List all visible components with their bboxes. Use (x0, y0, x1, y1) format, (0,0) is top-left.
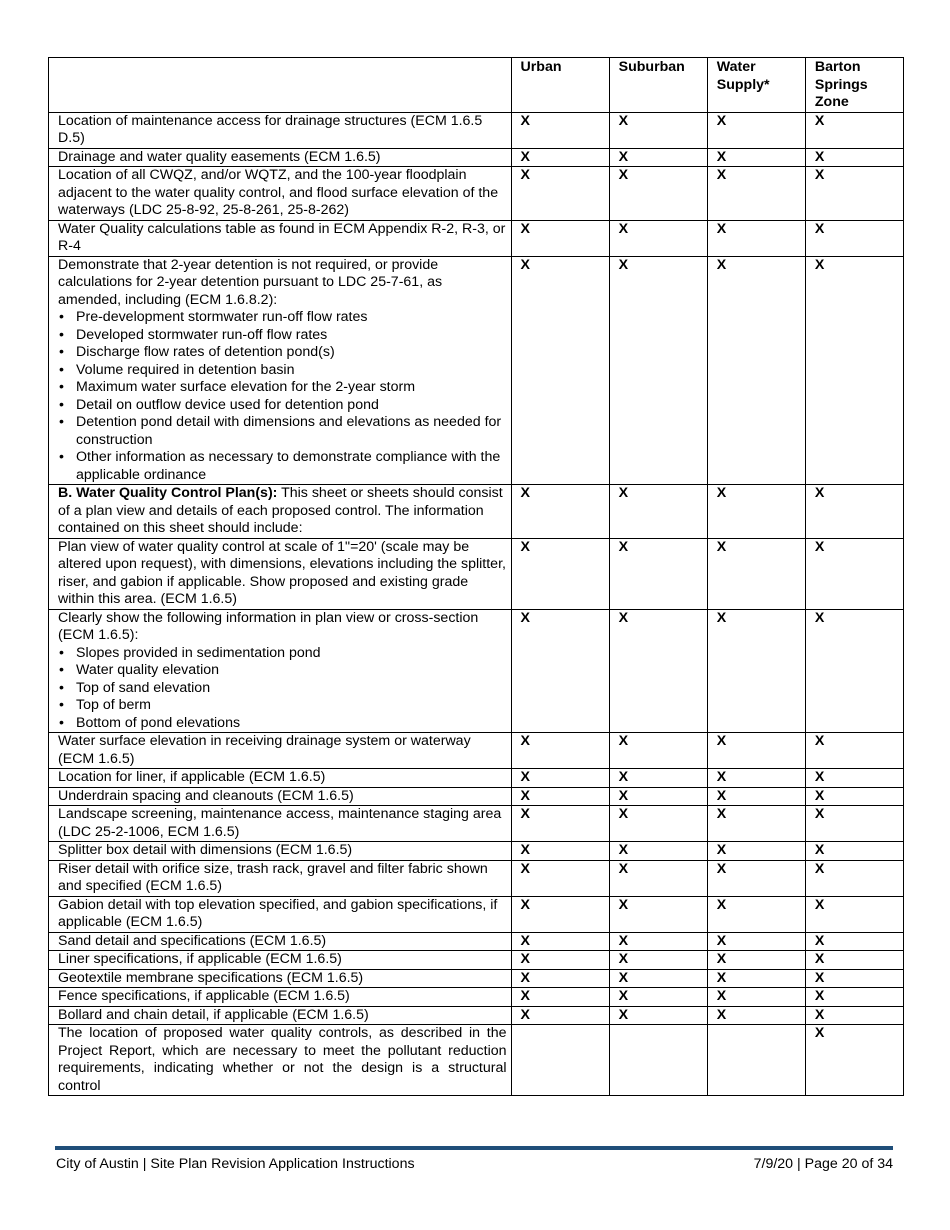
requirement-description: Water Quality calculations table as found in ECM Appendix R-2, R-3, or R-4 (58, 220, 506, 254)
mark-water-supply: X (707, 806, 805, 842)
table-row (49, 806, 904, 842)
requirement-text (58, 257, 507, 310)
requirement-text (58, 842, 507, 860)
mark-barton-springs-zone: X (805, 842, 903, 861)
table-header-row (49, 58, 904, 113)
mark-suburban: X (609, 609, 707, 733)
requirement-cell (49, 167, 512, 221)
requirement-cell (49, 969, 512, 988)
requirement-description: Sand detail and specifications (ECM 1.6.5) (58, 932, 327, 949)
mark-suburban: X (609, 932, 707, 951)
requirements-table (48, 57, 904, 1096)
mark-water-supply: X (707, 988, 805, 1007)
requirement-text (58, 485, 507, 538)
bullet-item: • Maximum water surface elevation for the 2-year storm (58, 379, 507, 397)
requirement-text (58, 539, 507, 609)
mark-urban: X (511, 733, 609, 769)
bullet-item: • Slopes provided in sedimentation pond (58, 645, 507, 663)
requirement-cell (49, 609, 512, 733)
requirement-description: Plan view of water quality control at scale of 1"=20' (scale may be altered upon request), with dimensions, elevations including the splitter, riser, and gabion if applicable. Show proposed and existing grade within this area. (ECM 1.6.5) (58, 538, 506, 607)
table-row (49, 256, 904, 485)
mark-barton-springs-zone: X (805, 256, 903, 485)
mark-suburban: X (609, 112, 707, 148)
bullet-item: • Pre-development stormwater run-off flow rates (58, 309, 507, 327)
mark-suburban: X (609, 860, 707, 896)
requirement-text (58, 806, 507, 841)
mark-suburban: X (609, 988, 707, 1007)
requirement-description: Fence specifications, if applicable (ECM 1.6.5) (58, 988, 350, 1004)
requirement-cell (49, 769, 512, 788)
mark-urban: X (511, 1006, 609, 1025)
bullet-item: • Top of sand elevation (58, 680, 507, 698)
mark-suburban: X (609, 769, 707, 788)
requirement-description: Gabion detail with top elevation specified, and gabion specifications, if applicable (ECM 1.6.5) (58, 896, 498, 930)
table-row (49, 988, 904, 1007)
requirement-text (58, 221, 507, 256)
mark-water-supply (707, 1025, 805, 1096)
table-row (49, 787, 904, 806)
mark-barton-springs-zone: X (805, 167, 903, 221)
requirement-description: Landscape screening, maintenance access, maintenance staging area (LDC 25-2-1006, ECM 1.6.5) (58, 806, 502, 840)
mark-water-supply: X (707, 485, 805, 539)
mark-barton-springs-zone: X (805, 896, 903, 932)
mark-barton-springs-zone: X (805, 538, 903, 609)
mark-suburban: X (609, 256, 707, 485)
mark-water-supply: X (707, 256, 805, 485)
requirement-text (58, 897, 507, 932)
header-suburban: Suburban (609, 58, 707, 113)
requirement-text (58, 970, 507, 988)
table-row (49, 896, 904, 932)
requirement-cell (49, 256, 512, 485)
mark-water-supply: X (707, 951, 805, 970)
header-barton-springs-zone: Barton Springs Zone (805, 58, 903, 113)
mark-suburban: X (609, 148, 707, 167)
requirement-text (58, 988, 507, 1006)
requirement-cell (49, 806, 512, 842)
mark-urban: X (511, 485, 609, 539)
requirement-cell (49, 148, 512, 167)
requirement-description: Demonstrate that 2-year detention is not required, or provide calculations for 2-year detention pursuant to LDC 25-7-61, as amended, including (ECM 1.6.8.2): (58, 256, 443, 308)
requirement-cell (49, 485, 512, 539)
table-row (49, 860, 904, 896)
requirement-cell (49, 842, 512, 861)
bullet-item: • Other information as necessary to demonstrate compliance with the applicable ordinance (58, 449, 507, 484)
bullet-item: • Detention pond detail with dimensions and elevations as needed for construction (58, 414, 507, 449)
bullet-item: • Top of berm (58, 697, 507, 715)
requirement-bullet-list (58, 309, 507, 484)
mark-barton-springs-zone: X (805, 769, 903, 788)
mark-suburban: X (609, 538, 707, 609)
section-heading: B. Water Quality Control Plan(s): (58, 485, 278, 501)
requirement-description: Location of all CWQZ, and/or WQTZ, and the 100-year floodplain adjacent to the water quality control, and flood surface elevation of the waterways (LDC 25-8-92, 25-8-261, 25-8-262) (58, 167, 499, 218)
mark-water-supply: X (707, 842, 805, 861)
mark-water-supply: X (707, 733, 805, 769)
mark-urban: X (511, 787, 609, 806)
mark-water-supply: X (707, 969, 805, 988)
mark-barton-springs-zone: X (805, 969, 903, 988)
mark-water-supply: X (707, 787, 805, 806)
table-row (49, 538, 904, 609)
table-body (49, 112, 904, 1096)
requirement-cell (49, 896, 512, 932)
requirement-text (58, 769, 507, 787)
requirement-description: Riser detail with orifice size, trash rack, gravel and filter fabric shown and specified (ECM 1.6.5) (58, 860, 488, 894)
mark-urban: X (511, 769, 609, 788)
table-row (49, 1006, 904, 1025)
mark-urban: X (511, 112, 609, 148)
bullet-item: • Water quality elevation (58, 662, 507, 680)
table-row (49, 167, 904, 221)
mark-water-supply: X (707, 932, 805, 951)
mark-barton-springs-zone: X (805, 733, 903, 769)
mark-barton-springs-zone: X (805, 988, 903, 1007)
mark-urban: X (511, 988, 609, 1007)
requirement-cell (49, 860, 512, 896)
table-row (49, 148, 904, 167)
mark-urban: X (511, 932, 609, 951)
mark-barton-springs-zone: X (805, 1006, 903, 1025)
requirement-cell (49, 112, 512, 148)
requirement-text (58, 733, 507, 768)
footer-document-title: City of Austin | Site Plan Revision Application Instructions (56, 1156, 415, 1172)
mark-barton-springs-zone: X (805, 860, 903, 896)
mark-barton-springs-zone: X (805, 112, 903, 148)
table-row (49, 951, 904, 970)
bullet-item: • Volume required in detention basin (58, 362, 507, 380)
mark-water-supply: X (707, 112, 805, 148)
requirement-cell (49, 988, 512, 1007)
bullet-item: • Bottom of pond elevations (58, 715, 507, 733)
mark-suburban: X (609, 806, 707, 842)
requirement-cell (49, 787, 512, 806)
mark-urban: X (511, 609, 609, 733)
requirement-text (58, 167, 507, 220)
requirement-description: Location of maintenance access for drainage structures (ECM 1.6.5 D.5) (58, 112, 483, 146)
requirement-text (58, 610, 507, 645)
requirement-cell (49, 220, 512, 256)
mark-urban: X (511, 842, 609, 861)
footer-page-number: 7/9/20 | Page 20 of 34 (753, 1156, 893, 1172)
requirement-description: This sheet or sheets should consist of a plan view and details of each proposed control. The information contained on this sheet should include: (58, 485, 503, 536)
requirement-cell (49, 951, 512, 970)
mark-urban: X (511, 806, 609, 842)
requirement-cell (49, 1006, 512, 1025)
mark-water-supply: X (707, 769, 805, 788)
table-row (49, 932, 904, 951)
table-row (49, 969, 904, 988)
mark-barton-springs-zone: X (805, 148, 903, 167)
requirement-bullet-list (58, 645, 507, 733)
header-water-supply: Water Supply* (707, 58, 805, 113)
requirement-description: Water surface elevation in receiving drainage system or waterway (ECM 1.6.5) (58, 733, 471, 767)
mark-suburban: X (609, 167, 707, 221)
requirement-description: Bollard and chain detail, if applicable (ECM 1.6.5) (58, 1006, 369, 1023)
requirement-text (58, 933, 507, 951)
bullet-item: • Developed stormwater run-off flow rates (58, 327, 507, 345)
header-urban: Urban (511, 58, 609, 113)
requirement-description: Drainage and water quality easements (ECM 1.6.5) (58, 148, 381, 165)
requirement-description: Geotextile membrane specifications (ECM 1.6.5) (58, 969, 364, 986)
mark-suburban (609, 1025, 707, 1096)
mark-urban: X (511, 951, 609, 970)
requirement-text (58, 1025, 507, 1095)
mark-suburban: X (609, 787, 707, 806)
mark-urban: X (511, 148, 609, 167)
mark-water-supply: X (707, 148, 805, 167)
requirement-description: Clearly show the following information in plan view or cross-section (ECM 1.6.5): (58, 609, 479, 643)
mark-urban: X (511, 896, 609, 932)
mark-barton-springs-zone: X (805, 1025, 903, 1096)
requirement-description: Location for liner, if applicable (ECM 1.6.5) (58, 769, 326, 785)
mark-urban (511, 1025, 609, 1096)
mark-barton-springs-zone: X (805, 932, 903, 951)
mark-urban: X (511, 220, 609, 256)
mark-suburban: X (609, 842, 707, 861)
mark-urban: X (511, 256, 609, 485)
requirement-text (58, 788, 507, 806)
mark-barton-springs-zone: X (805, 609, 903, 733)
mark-urban: X (511, 969, 609, 988)
mark-water-supply: X (707, 860, 805, 896)
requirement-cell (49, 538, 512, 609)
requirement-text (58, 149, 507, 167)
mark-urban: X (511, 167, 609, 221)
mark-urban: X (511, 538, 609, 609)
mark-barton-springs-zone: X (805, 806, 903, 842)
requirement-description: Liner specifications, if applicable (ECM 1.6.5) (58, 951, 342, 967)
mark-suburban: X (609, 485, 707, 539)
mark-suburban: X (609, 733, 707, 769)
mark-barton-springs-zone: X (805, 951, 903, 970)
mark-water-supply: X (707, 896, 805, 932)
table-row (49, 112, 904, 148)
bullet-item: • Discharge flow rates of detention pond(s) (58, 344, 507, 362)
requirement-text (58, 113, 507, 148)
footer-rule (55, 1146, 893, 1150)
mark-water-supply: X (707, 538, 805, 609)
requirement-text (58, 1007, 507, 1025)
mark-water-supply: X (707, 609, 805, 733)
requirement-cell (49, 1025, 512, 1096)
requirement-text (58, 951, 507, 969)
mark-suburban: X (609, 896, 707, 932)
mark-barton-springs-zone: X (805, 220, 903, 256)
header-item (49, 58, 512, 113)
table-row (49, 220, 904, 256)
mark-water-supply: X (707, 1006, 805, 1025)
table-row (49, 842, 904, 861)
table-row (49, 1025, 904, 1096)
table-row (49, 485, 904, 539)
table-row (49, 609, 904, 733)
bullet-item: • Detail on outflow device used for detention pond (58, 397, 507, 415)
mark-suburban: X (609, 220, 707, 256)
requirement-text (58, 861, 507, 896)
mark-urban: X (511, 860, 609, 896)
requirement-cell (49, 932, 512, 951)
requirement-description: Underdrain spacing and cleanouts (ECM 1.6.5) (58, 787, 354, 804)
requirement-cell (49, 733, 512, 769)
requirement-description: The location of proposed water quality controls, as described in the Project Report, which are necessary to meet the pollutant reduction requirements, indicating whether or not the design is a structural control (58, 1025, 507, 1094)
mark-water-supply: X (707, 167, 805, 221)
requirement-description: Splitter box detail with dimensions (ECM 1.6.5) (58, 842, 353, 858)
mark-water-supply: X (707, 220, 805, 256)
mark-barton-springs-zone: X (805, 787, 903, 806)
mark-barton-springs-zone: X (805, 485, 903, 539)
mark-suburban: X (609, 1006, 707, 1025)
table-row (49, 733, 904, 769)
mark-suburban: X (609, 951, 707, 970)
mark-suburban: X (609, 969, 707, 988)
table-row (49, 769, 904, 788)
